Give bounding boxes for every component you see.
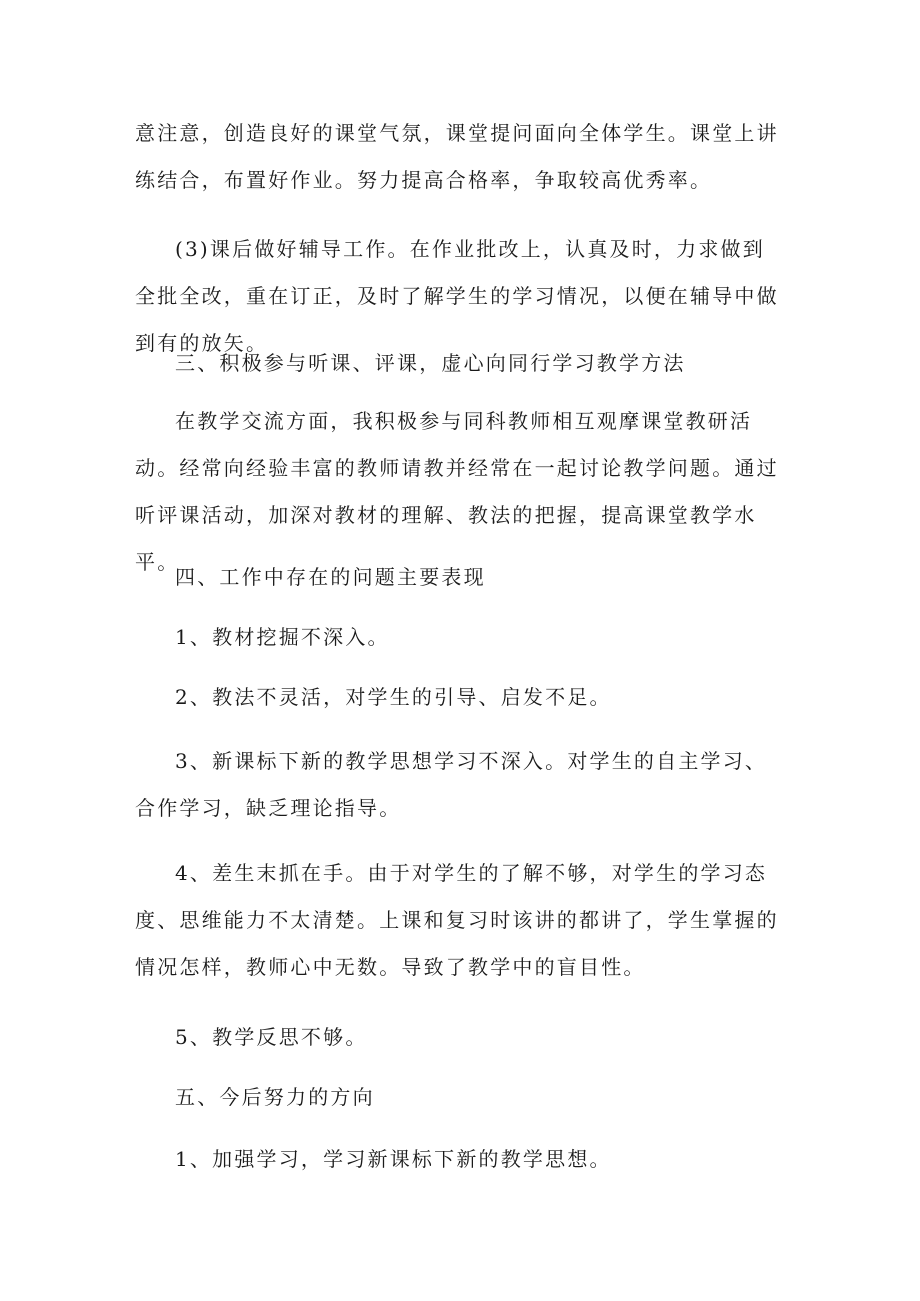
- section-heading-four: 四、工作中存在的问题主要表现: [175, 565, 486, 589]
- section-heading-three: 三、积极参与听课、评课，虚心向同行学习教学方法: [175, 351, 686, 375]
- list-item-problem-2: 2、教法不灵活，对学生的引导、启发不足。: [175, 685, 612, 709]
- paragraph-teaching-exchange: 在教学交流方面，我积极参与同科教师相互观摩课堂教研活动。经常向经验丰富的教师请教并经常在一起讨论教学问题。通过听评课活动，加深对教材的理解、教法的把握，提高课堂教学水平。: [135, 409, 779, 574]
- list-item-problem-4: 4、差生末抓在手。由于对学生的了解不够，对学生的学习态度、思维能力不太清楚。上课和复习时该讲的都讲了，学生掌握的情况怎样，教师心中无数。导致了教学中的盲目性。: [135, 861, 779, 979]
- paragraph-continuation: 意注意，创造良好的课堂气氛，课堂提问面向全体学生。课堂上讲练结合，布置好作业。努力提高合格率，争取较高优秀率。: [135, 121, 779, 192]
- list-item-problem-3: 3、新课标下新的教学思想学习不深入。对学生的自主学习、合作学习，缺乏理论指导。: [135, 749, 768, 820]
- list-item-direction-1: 1、加强学习，学习新课标下新的教学思想。: [175, 1147, 612, 1171]
- section-heading-five: 五、今后努力的方向: [175, 1085, 375, 1109]
- list-item-problem-5: 5、教学反思不够。: [175, 1025, 368, 1049]
- list-item-problem-1: 1、教材挖掘不深入。: [175, 625, 390, 649]
- paragraph-after-class-tutoring: (3)课后做好辅导工作。在作业批改上，认真及时，力求做到全批全改，重在订正，及时了解学生的学习情况，以便在辅导中做到有的放矢。: [135, 237, 779, 355]
